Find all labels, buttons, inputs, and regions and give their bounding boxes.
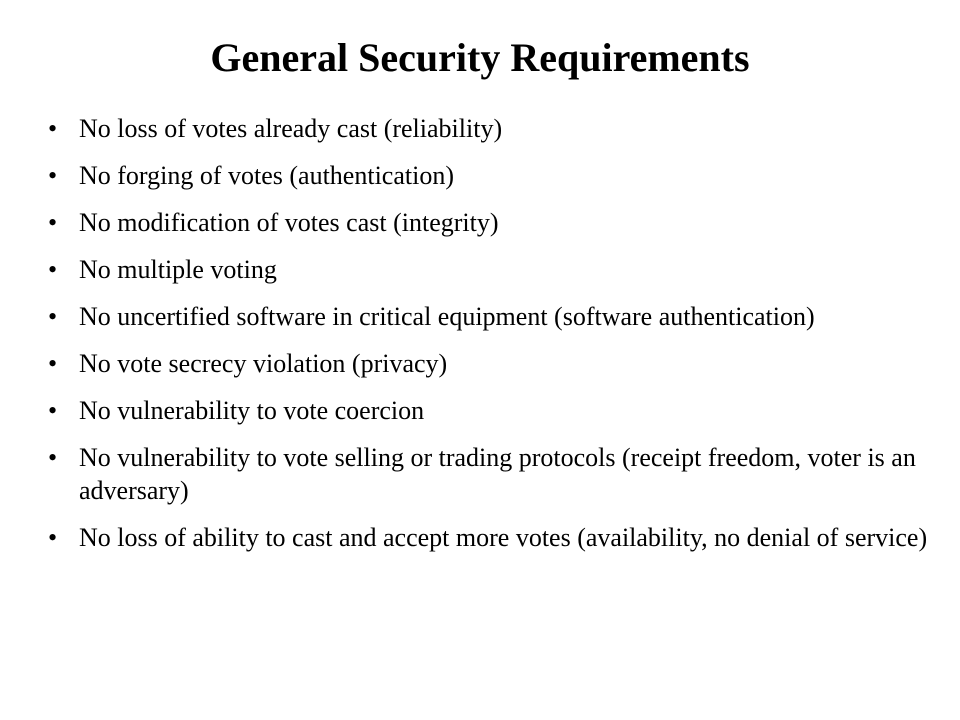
- bullet-icon: •: [48, 302, 58, 331]
- bullet-text: No modification of votes cast (integrity): [79, 208, 499, 237]
- slide-title: General Security Requirements: [210, 35, 750, 80]
- bullet-icon: •: [48, 255, 58, 284]
- bullet-text: No multiple voting: [79, 255, 277, 284]
- bullet-text: No vulnerability to vote coercion: [79, 396, 425, 425]
- bullet-item-authentication: [48, 159, 928, 192]
- bullet-item-availability: [48, 521, 928, 554]
- bullet-item-privacy: [48, 347, 928, 380]
- bullet-text: No forging of votes (authentication): [79, 161, 454, 190]
- bullet-icon: •: [48, 208, 58, 237]
- bullet-item-reliability: [48, 112, 928, 145]
- bullet-item-software-authentication: [48, 300, 928, 333]
- bullet-icon: •: [48, 523, 58, 552]
- bullet-icon: •: [48, 114, 58, 143]
- bullet-item-integrity: [48, 206, 928, 239]
- bullet-text: No vulnerability to vote selling or trading protocols (receipt freedom, voter is an adversary): [79, 443, 916, 505]
- bullet-text: No uncertified software in critical equipment (software authentication): [79, 302, 815, 331]
- bullet-item-multiple-voting: [48, 253, 928, 286]
- bullet-item-receipt-freedom: [48, 441, 928, 507]
- bullet-text: No loss of ability to cast and accept more votes (availability, no denial of service): [79, 523, 928, 552]
- bullet-icon: •: [48, 161, 58, 190]
- bullet-icon: •: [48, 443, 58, 472]
- bullet-text: No loss of votes already cast (reliability): [79, 114, 503, 143]
- bullet-icon: •: [48, 396, 58, 425]
- bullet-text: No vote secrecy violation (privacy): [79, 349, 448, 378]
- bullet-icon: •: [48, 349, 58, 378]
- bullet-list: [48, 112, 928, 568]
- bullet-item-coercion: [48, 394, 928, 427]
